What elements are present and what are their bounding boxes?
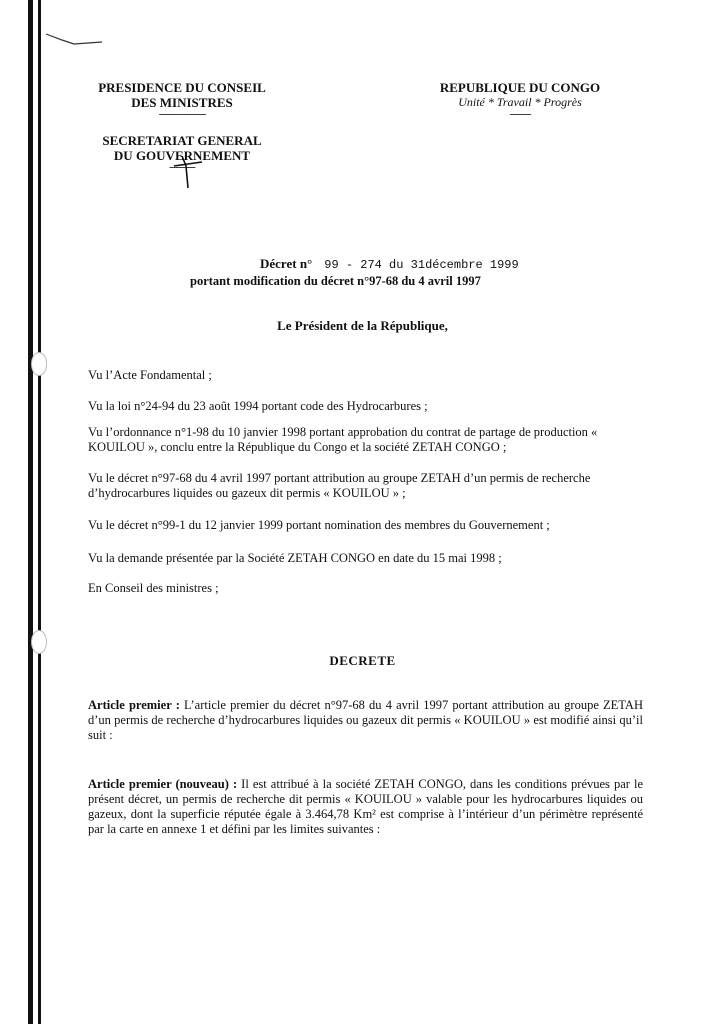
recital: Vu l’ordonnance n°1-98 du 10 janvier 1998 portant approbation du contrat de partage de production « KOUILOU », conclu entre la République du Congo et la société ZETAH CONGO ; <box>88 425 598 454</box>
pen-mark-icon <box>44 30 104 50</box>
article-label: Article premier : <box>88 698 180 712</box>
recital: Vu le décret n°99-1 du 12 janvier 1999 portant nomination des membres du Gouvernement ; <box>88 518 550 532</box>
president-heading: Le Président de la République, <box>277 318 448 333</box>
separator: ----------- <box>169 162 195 173</box>
issuer-line: DU GOUVERNEMENT <box>113 148 251 163</box>
recital: Vu la demande présentée par la Société ZETAH CONGO en date du 15 mai 1998 ; <box>88 551 502 565</box>
recital: En Conseil des ministres ; <box>88 581 219 595</box>
decree-number: 99 - 274 du 31décembre 1999 <box>324 258 519 272</box>
decrete-heading: DECRETE <box>329 653 396 668</box>
punch-hole <box>31 630 47 654</box>
national-motto: Unité * Travail * Progrès <box>458 95 582 109</box>
binding-edge <box>38 0 41 1024</box>
article-label: Article premier (nouveau) : <box>88 777 238 791</box>
issuer-line: PRESIDENCE DU CONSEIL <box>98 80 266 95</box>
separator: --------- <box>509 109 531 120</box>
handwritten-mark-icon <box>168 152 208 192</box>
issuer-line: DES MINISTRES <box>131 95 233 110</box>
article-text: Il est attribué à la société ZETAH CONGO, dans les conditions prévues par le présent décret, un permis de recherche dit permis « KOUILOU » valable pour les hydrocarbures liquides ou gazeux, dont la superficie réputée égale à 3.464,78 Km² est comprise à l’intérieur d’un périmètre représenté par la carte en annexe 1 et défini par les limites suivantes : <box>88 777 643 836</box>
state-header <box>425 80 615 119</box>
punch-hole <box>31 352 47 376</box>
binding-edge <box>28 0 33 1024</box>
article-text: L’article premier du décret n°97-68 du 4 avril 1997 portant attribution au groupe ZETAH d’un permis de recherche d’hydrocarbures liquides ou gazeux dit permis « KOUILOU » est modifié ainsi qu’il suit : <box>88 698 643 742</box>
country-name: REPUBLIQUE DU CONGO <box>439 80 601 95</box>
recital: Vu le décret n°97-68 du 4 avril 1997 portant attribution au groupe ZETAH d’un permis de recherche d’hydrocarbures liquides ou gazeux dit permis « KOUILOU » ; <box>88 471 591 500</box>
decree-title <box>190 256 610 289</box>
article <box>88 698 643 743</box>
recital: Vu l’Acte Fondamental ; <box>88 368 212 382</box>
decree-label: Décret n° <box>260 256 313 271</box>
issuer-line: SECRETARIAT GENERAL <box>102 133 262 148</box>
separator: -------------------- <box>158 109 206 120</box>
recital: Vu la loi n°24-94 du 23 août 1994 portant code des Hydrocarbures ; <box>88 399 428 413</box>
article <box>88 777 643 837</box>
decree-subtitle: portant modification du décret n°97-68 du 4 avril 1997 <box>190 274 481 288</box>
